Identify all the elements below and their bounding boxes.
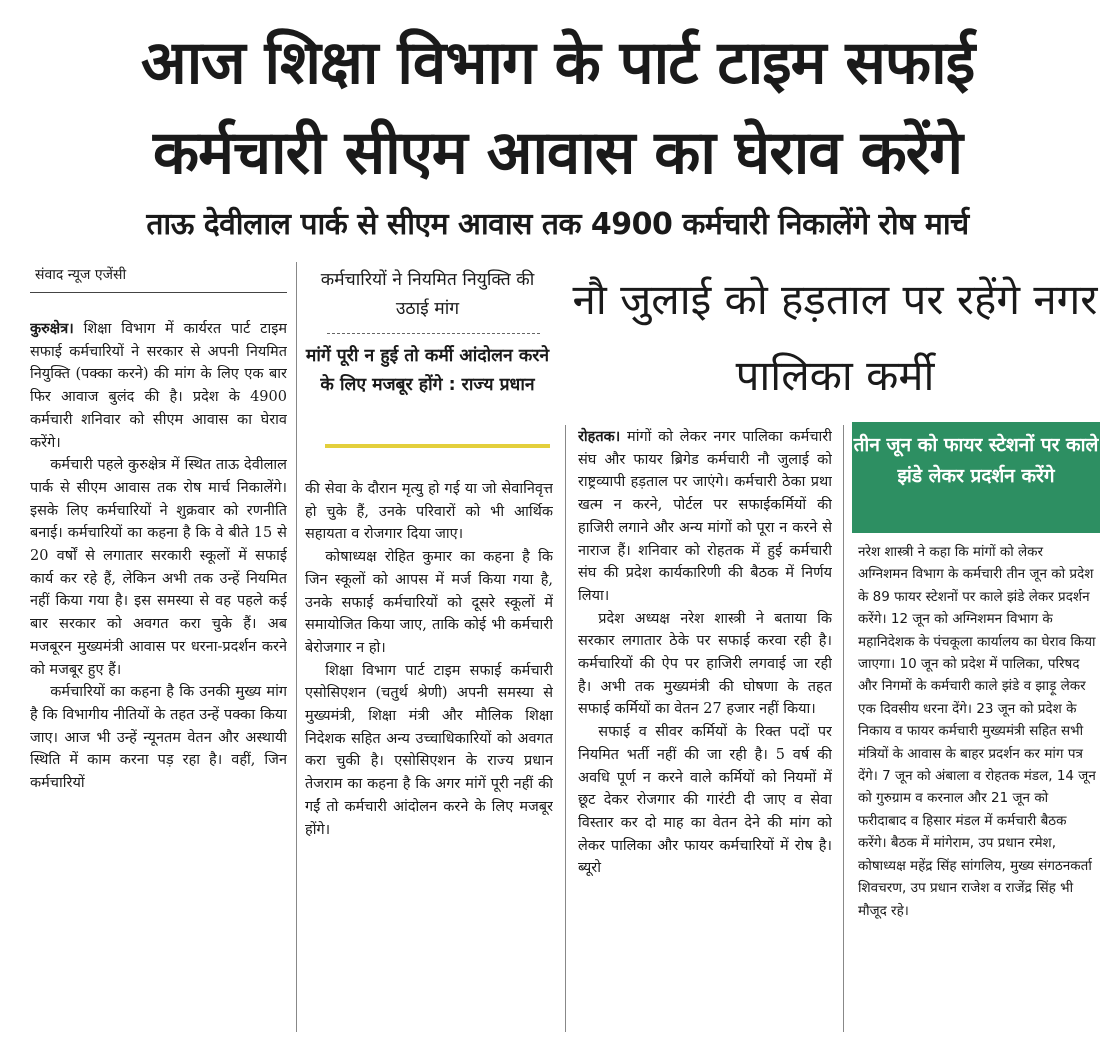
byline-divider bbox=[30, 292, 287, 293]
highlight-quote-2: मांगें पूरी न हुई तो कर्मी आंदोलन करने के लिए मजबूर होंगे : राज्य प्रधान bbox=[305, 346, 550, 395]
story1-paragraph-1 bbox=[30, 318, 287, 454]
byline: संवाद न्यूज एजेंसी bbox=[35, 267, 127, 283]
story1-paragraph-4: की सेवा के दौरान मृत्यु हो गई या जो सेवानिवृत्त हो चुके हैं, उनके परिवारों को भी आर्थिक सहायता व रोजगार दिया जाए। bbox=[305, 481, 553, 543]
story1-dateline: कुरुक्षेत्र। bbox=[30, 321, 74, 337]
story1-paragraph-2: कर्मचारी पहले कुरुक्षेत्र में स्थित ताऊ देवीलाल पार्क से सीएम आवास तक रोष मार्च निकालेंगे। इसके लिए कर्मचारियों ने शुक्रवार को रणनीति बनाई। कर्मचारियों का कहना है कि वे बीते 15 से 20 वर्षों से लगातार सरकारी स्कूलों में सफाई कार्य कर रहे हैं, लेकिन अभी तक उन्हें नियमित नहीं किया गया है। इस समस्या से वह पहले कई बार सरकार को अवगत करा चुके हैं। अब मजबूरन मुख्यमंत्री आवास पर धरना-प्रदर्शन करने को मजबूर हुए हैं। bbox=[30, 457, 287, 678]
highlight-yellow-rule bbox=[325, 444, 550, 448]
column-divider bbox=[296, 262, 297, 1032]
highlight-dashed-divider bbox=[327, 333, 540, 334]
column-divider bbox=[843, 425, 844, 1032]
story2-paragraph-1 bbox=[578, 426, 832, 608]
story2-dateline: रोहतक। bbox=[578, 429, 621, 445]
story2-paragraph-3: सफाई व सीवर कर्मियों के रिक्त पदों पर नियमित भर्ती नहीं की जा रही है। 5 वर्ष की अवधि पूर्ण न करने वाले कर्मियों को नियमों में छूट देकर रोजगार की गारंटी दी जाए व सेवा विस्तार कर दो माह का वेतन देने की मांग को लेकर पालिका और फायर कर्मचारियों में रोष है। ब्यूरो bbox=[578, 724, 832, 877]
highlight-quote-1: कर्मचारियों ने नियमित नियुक्ति की उठाई मांग bbox=[320, 270, 535, 319]
highlight-box bbox=[305, 264, 550, 464]
column-divider bbox=[565, 425, 566, 1032]
story2-paragraph-1-text: मांगों को लेकर नगर पालिका कर्मचारी संघ और फायर ब्रिगेड कर्मचारी नौ जुलाई को राष्ट्रव्यापी हड़ताल पर जाएंगे। कर्मचारी ठेका प्रथा खत्म न करने, पोर्टल पर सफाईकर्मियों की हाजिरी लगाने और अन्य मांगों को पूरा न करने से नाराज हैं। शनिवार को रोहतक में हुई कर्मचारी संघ की प्रदेश कार्यकारिणी की बैठक में निर्णय लिया। bbox=[578, 429, 832, 604]
sidebar-title-box: तीन जून को फायर स्टेशनों पर काले झंडे लेकर प्रदर्शन करेंगे bbox=[852, 422, 1100, 533]
headline-line-2: कर्मचारी सीएम आवास का घेराव करेंगे bbox=[153, 118, 962, 188]
story2-headline: नौ जुलाई को हड़ताल पर रहेंगे नगर पालिका कर्मी bbox=[572, 275, 1098, 400]
story1-paragraph-5: कोषाध्यक्ष रोहित कुमार का कहना है कि जिन स्कूलों को आपस में मर्ज किया गया है, उनके सफाई कर्मचारियों को दूसरे स्कूलों में समायोजित किया जाए, ताकि कोई भी कर्मचारी बेरोजगार न हो। bbox=[305, 549, 553, 656]
story1-paragraph-1-text: शिक्षा विभाग में कार्यरत पार्ट टाइम सफाई कर्मचारियों ने सरकार से अपनी नियमित नियुक्ति (पक्का करने) की मांग के लिए एक बार फिर आवाज बुलंद की है। प्रदेश के 4900 कर्मचारी शनिवार को सीएम आवास का घेराव करेंगे। bbox=[30, 321, 287, 451]
subheadline: ताऊ देवीलाल पार्क से सीएम आवास तक 4900 कर्मचारी निकालेंगे रोष मार्च bbox=[146, 207, 969, 242]
story2-paragraph-2: प्रदेश अध्यक्ष नरेश शास्त्री ने बताया कि सरकार लगातार ठेके पर सफाई करवा रही है। कर्मचारियों की ऐप पर हाजिरी लगवाई जा रही है। अभी तक मुख्यमंत्री की घोषणा के तहत सफाई कर्मियों का वेतन 27 हजार नहीं किया। bbox=[578, 610, 832, 718]
story1-column-2 bbox=[305, 478, 553, 1030]
story1-paragraph-6: शिक्षा विभाग पार्ट टाइम सफाई कर्मचारी एसोसिएशन (चतुर्थ श्रेणी) अपनी समस्या से मुख्यमंत्री, शिक्षा मंत्री और मौलिक शिक्षा निदेशक सहित अन्य उच्चाधिकारियों को अवगत करा चुकी है। एसोसिएशन के राज्य प्रधान तेजराम का कहना है कि अगर मांगें पूरी नहीं की गईं तो कर्मचारी आंदोलन करने के लिए मजबूर होंगे। bbox=[305, 662, 553, 838]
story1-column-1 bbox=[30, 318, 287, 1030]
sidebar-body: नरेश शास्त्री ने कहा कि मांगों को लेकर अग्निशमन विभाग के कर्मचारी तीन जून को प्रदेश के 89 फायर स्टेशनों पर काले झंडे लेकर प्रदर्शन करेंगे। 12 जून को अग्निशमन विभाग के महानिदेशक के पंचकूला कार्यालय का घेराव किया जाएगा। 10 जून को प्रदेश में पालिका, परिषद और निगमों के कर्मचारी काले झंडे व झाड़ू लेकर एक दिवसीय धरना देंगे। 23 जून को प्रदेश के निकाय व फायर कर्मचारी मुख्यमंत्री सहित सभी मंत्रियों के आवास के बाहर प्रदर्शन कर मांग पत्र देंगे। 7 जून को अंबाला व रोहतक मंडल, 14 जून को गुरुग्राम व करनाल और 21 जून को फरीदाबाद व हिसार मंडल में कर्मचारी बैठक करेंगे। बैठक में मांगेराम, उप प्रधान रमेश, कोषाध्यक्ष महेंद्र सिंह सांगलिय, मुख्य संगठनकर्ता शिवचरण, उप प्रधान राजेश व राजेंद्र सिंह भी मौजूद रहे। bbox=[858, 544, 1096, 919]
headline-line-1: आज शिक्षा विभाग के पार्ट टाइम सफाई bbox=[140, 28, 975, 98]
story1-paragraph-3: कर्मचारियों का कहना है कि उनकी मुख्य मांग है कि विभागीय नीतियों के तहत उन्हें पक्का किया जाए। आज भी उन्हें न्यूनतम वेतन और अस्थायी स्थिति में काम करना पड़ रहा है। वहीं, जिन कर्मचारियों bbox=[30, 684, 287, 792]
story2-column bbox=[578, 426, 832, 1030]
